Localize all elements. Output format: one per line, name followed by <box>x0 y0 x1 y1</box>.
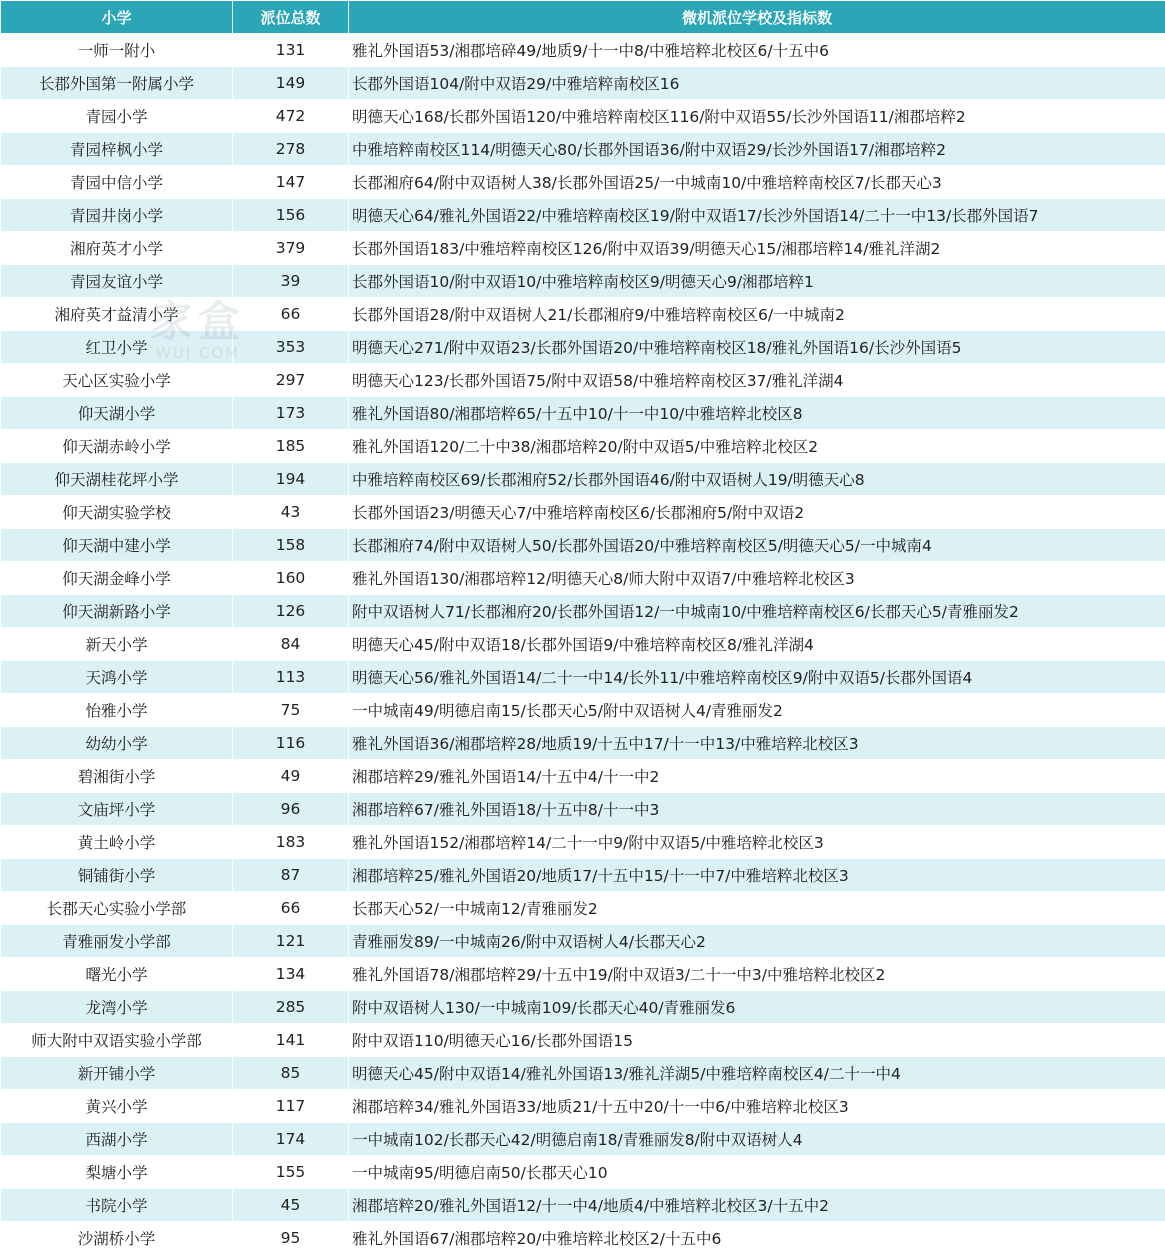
table-row <box>1 1156 1165 1189</box>
allocation-detail-cell: 附中双语树人130/一中城南109/长郡天心40/青雅丽发6 <box>349 991 1165 1024</box>
allocation-detail-cell: 中雅培粹南校区114/明德天心80/长郡外国语36/附中双语29/长沙外国语17/湘郡培粹2 <box>349 133 1165 166</box>
allocation-detail-cell: 一中城南95/明德启南50/长郡天心10 <box>349 1156 1165 1189</box>
table-row <box>1 199 1165 232</box>
allocation-total-cell: 183 <box>233 826 349 859</box>
table-row <box>1 562 1165 595</box>
allocation-total-cell: 45 <box>233 1189 349 1222</box>
allocation-total-cell: 43 <box>233 496 349 529</box>
allocation-detail-cell: 长郡外国语28/附中双语树人21/长郡湘府9/中雅培粹南校区6/一中城南2 <box>349 298 1165 331</box>
school-name-cell: 仰天湖桂花坪小学 <box>1 463 233 496</box>
allocation-detail-cell: 一中城南49/明德启南15/长郡天心5/附中双语树人4/青雅丽发2 <box>349 694 1165 727</box>
table-row <box>1 430 1165 463</box>
allocation-detail-cell: 湘郡培粹25/雅礼外国语20/地质17/十五中15/十一中7/中雅培粹北校区3 <box>349 859 1165 892</box>
table-row <box>1 628 1165 661</box>
school-name-cell: 青园梓枫小学 <box>1 133 233 166</box>
allocation-detail-cell: 湘郡培粹67/雅礼外国语18/十五中8/十一中3 <box>349 793 1165 826</box>
table-row <box>1 496 1165 529</box>
allocation-detail-cell: 长郡天心52/一中城南12/青雅丽发2 <box>349 892 1165 925</box>
allocation-total-cell: 87 <box>233 859 349 892</box>
allocation-total-cell: 173 <box>233 397 349 430</box>
allocation-total-cell: 116 <box>233 727 349 760</box>
school-name-cell: 碧湘街小学 <box>1 760 233 793</box>
table-row <box>1 826 1165 859</box>
table-row <box>1 694 1165 727</box>
allocation-detail-cell: 雅礼外国语36/湘郡培粹28/地质19/十五中17/十一中13/中雅培粹北校区3 <box>349 727 1165 760</box>
table-row <box>1 397 1165 430</box>
allocation-detail-cell: 湘郡培粹20/雅礼外国语12/十一中4/地质4/中雅培粹北校区3/十五中2 <box>349 1189 1165 1222</box>
school-name-cell: 仰天湖小学 <box>1 397 233 430</box>
table-row <box>1 133 1165 166</box>
header-total: 派位总数 <box>233 1 349 34</box>
table-row <box>1 166 1165 199</box>
school-name-cell: 青园中信小学 <box>1 166 233 199</box>
allocation-total-cell: 379 <box>233 232 349 265</box>
allocation-detail-cell: 明德天心168/长郡外国语120/中雅培粹南校区116/附中双语55/长沙外国语11/湘郡培粹2 <box>349 100 1165 133</box>
allocation-total-cell: 472 <box>233 100 349 133</box>
school-name-cell: 长郡天心实验小学部 <box>1 892 233 925</box>
table-row <box>1 1123 1165 1156</box>
table-row <box>1 1090 1165 1123</box>
header-school: 小学 <box>1 1 233 34</box>
school-name-cell: 青园友谊小学 <box>1 265 233 298</box>
school-name-cell: 梨塘小学 <box>1 1156 233 1189</box>
school-name-cell: 曙光小学 <box>1 958 233 991</box>
allocation-total-cell: 85 <box>233 1057 349 1090</box>
allocation-total-cell: 117 <box>233 1090 349 1123</box>
allocation-detail-cell: 长郡外国语183/中雅培粹南校区126/附中双语39/明德天心15/湘郡培粹14/雅礼洋湖2 <box>349 232 1165 265</box>
header-row <box>1 1 1165 34</box>
allocation-detail-cell: 雅礼外国语53/湘郡培碎49/地质9/十一中8/中雅培粹北校区6/十五中6 <box>349 34 1165 67</box>
allocation-total-cell: 66 <box>233 298 349 331</box>
table-row <box>1 925 1165 958</box>
allocation-detail-cell: 明德天心64/雅礼外国语22/中雅培粹南校区19/附中双语17/长沙外国语14/二十一中13/长郡外国语7 <box>349 199 1165 232</box>
table-row <box>1 727 1165 760</box>
table-row <box>1 298 1165 331</box>
school-name-cell: 文庙坪小学 <box>1 793 233 826</box>
table-row <box>1 331 1165 364</box>
school-name-cell: 书院小学 <box>1 1189 233 1222</box>
school-name-cell: 铜铺街小学 <box>1 859 233 892</box>
school-name-cell: 师大附中双语实验小学部 <box>1 1024 233 1057</box>
school-name-cell: 新开铺小学 <box>1 1057 233 1090</box>
allocation-total-cell: 149 <box>233 67 349 100</box>
allocation-total-cell: 160 <box>233 562 349 595</box>
table-row <box>1 529 1165 562</box>
allocation-total-cell: 66 <box>233 892 349 925</box>
allocation-detail-cell: 雅礼外国语152/湘郡培粹14/二十一中9/附中双语5/中雅培粹北校区3 <box>349 826 1165 859</box>
allocation-detail-cell: 附中双语110/明德天心16/长郡外国语15 <box>349 1024 1165 1057</box>
allocation-total-cell: 84 <box>233 628 349 661</box>
school-name-cell: 黄土岭小学 <box>1 826 233 859</box>
allocation-detail-cell: 雅礼外国语120/二十中38/湘郡培粹20/附中双语5/中雅培粹北校区2 <box>349 430 1165 463</box>
table-row <box>1 265 1165 298</box>
allocation-total-cell: 155 <box>233 1156 349 1189</box>
school-name-cell: 湘府英才小学 <box>1 232 233 265</box>
school-name-cell: 仰天湖金峰小学 <box>1 562 233 595</box>
table-row <box>1 364 1165 397</box>
school-name-cell: 天心区实验小学 <box>1 364 233 397</box>
allocation-detail-cell: 雅礼外国语78/湘郡培粹29/十五中19/附中双语3/二十一中3/中雅培粹北校区2 <box>349 958 1165 991</box>
table-row <box>1 892 1165 925</box>
allocation-total-cell: 141 <box>233 1024 349 1057</box>
allocation-detail-cell: 长郡湘府64/附中双语树人38/长郡外国语25/一中城南10/中雅培粹南校区7/长郡天心3 <box>349 166 1165 199</box>
allocation-detail-cell: 长郡外国语104/附中双语29/中雅培粹南校区16 <box>349 67 1165 100</box>
table-row <box>1 463 1165 496</box>
allocation-detail-cell: 长郡外国语10/附中双语10/中雅培粹南校区9/明德天心9/湘郡培粹1 <box>349 265 1165 298</box>
school-name-cell: 沙湖桥小学 <box>1 1222 233 1255</box>
allocation-total-cell: 95 <box>233 1222 349 1255</box>
allocation-detail-cell: 长郡外国语23/明德天心7/中雅培粹南校区6/长郡湘府5/附中双语2 <box>349 496 1165 529</box>
table-row <box>1 232 1165 265</box>
allocation-detail-cell: 明德天心45/附中双语18/长郡外国语9/中雅培粹南校区8/雅礼洋湖4 <box>349 628 1165 661</box>
table-row <box>1 1222 1165 1255</box>
school-name-cell: 青雅丽发小学部 <box>1 925 233 958</box>
allocation-detail-cell: 附中双语树人71/长郡湘府20/长郡外国语12/一中城南10/中雅培粹南校区6/长郡天心5/青雅丽发2 <box>349 595 1165 628</box>
allocation-total-cell: 49 <box>233 760 349 793</box>
allocation-detail-cell: 明德天心56/雅礼外国语14/二十一中14/长外11/中雅培粹南校区9/附中双语5/长郡外国语4 <box>349 661 1165 694</box>
school-name-cell: 红卫小学 <box>1 331 233 364</box>
allocation-total-cell: 126 <box>233 595 349 628</box>
school-name-cell: 龙湾小学 <box>1 991 233 1024</box>
allocation-total-cell: 134 <box>233 958 349 991</box>
allocation-detail-cell: 青雅丽发89/一中城南26/附中双语树人4/长郡天心2 <box>349 925 1165 958</box>
allocation-total-cell: 353 <box>233 331 349 364</box>
table-row <box>1 67 1165 100</box>
table-row <box>1 1189 1165 1222</box>
allocation-detail-cell: 一中城南102/长郡天心42/明德启南18/青雅丽发8/附中双语树人4 <box>349 1123 1165 1156</box>
allocation-detail-cell: 长郡湘府74/附中双语树人50/长郡外国语20/中雅培粹南校区5/明德天心5/一中城南4 <box>349 529 1165 562</box>
allocation-total-cell: 39 <box>233 265 349 298</box>
school-name-cell: 西湖小学 <box>1 1123 233 1156</box>
table-row <box>1 1024 1165 1057</box>
school-name-cell: 天鸿小学 <box>1 661 233 694</box>
allocation-total-cell: 285 <box>233 991 349 1024</box>
allocation-total-cell: 96 <box>233 793 349 826</box>
allocation-total-cell: 158 <box>233 529 349 562</box>
allocation-total-cell: 147 <box>233 166 349 199</box>
school-name-cell: 黄兴小学 <box>1 1090 233 1123</box>
school-name-cell: 怡雅小学 <box>1 694 233 727</box>
allocation-total-cell: 113 <box>233 661 349 694</box>
allocation-total-cell: 121 <box>233 925 349 958</box>
allocation-total-cell: 185 <box>233 430 349 463</box>
allocation-total-cell: 131 <box>233 34 349 67</box>
school-name-cell: 仰天湖赤岭小学 <box>1 430 233 463</box>
school-name-cell: 仰天湖新路小学 <box>1 595 233 628</box>
school-name-cell: 幼幼小学 <box>1 727 233 760</box>
table-row <box>1 34 1165 67</box>
school-name-cell: 一师一附小 <box>1 34 233 67</box>
table-row <box>1 793 1165 826</box>
allocation-detail-cell: 雅礼外国语80/湘郡培粹65/十五中10/十一中10/中雅培粹北校区8 <box>349 397 1165 430</box>
header-detail: 微机派位学校及指标数 <box>349 1 1165 34</box>
allocation-detail-cell: 雅礼外国语130/湘郡培粹12/明德天心8/师大附中双语7/中雅培粹北校区3 <box>349 562 1165 595</box>
table-row <box>1 661 1165 694</box>
table-row <box>1 958 1165 991</box>
table-row <box>1 760 1165 793</box>
table-row <box>1 1057 1165 1090</box>
school-name-cell: 湘府英才益清小学 <box>1 298 233 331</box>
allocation-detail-cell: 中雅培粹南校区69/长郡湘府52/长郡外国语46/附中双语树人19/明德天心8 <box>349 463 1165 496</box>
allocation-detail-cell: 雅礼外国语67/湘郡培粹20/中雅培粹北校区2/十五中6 <box>349 1222 1165 1255</box>
table-row <box>1 859 1165 892</box>
table-row <box>1 100 1165 133</box>
allocation-total-cell: 194 <box>233 463 349 496</box>
school-name-cell: 新天小学 <box>1 628 233 661</box>
school-name-cell: 仰天湖中建小学 <box>1 529 233 562</box>
school-name-cell: 青园小学 <box>1 100 233 133</box>
allocation-total-cell: 278 <box>233 133 349 166</box>
allocation-total-cell: 75 <box>233 694 349 727</box>
table-row <box>1 595 1165 628</box>
allocation-detail-cell: 明德天心123/长郡外国语75/附中双语58/中雅培粹南校区37/雅礼洋湖4 <box>349 364 1165 397</box>
school-name-cell: 仰天湖实验学校 <box>1 496 233 529</box>
allocation-detail-cell: 湘郡培粹34/雅礼外国语33/地质21/十五中20/十一中6/中雅培粹北校区3 <box>349 1090 1165 1123</box>
allocation-detail-cell: 湘郡培粹29/雅礼外国语14/十五中4/十一中2 <box>349 760 1165 793</box>
allocation-detail-cell: 明德天心271/附中双语23/长郡外国语20/中雅培粹南校区18/雅礼外国语16/长沙外国语5 <box>349 331 1165 364</box>
allocation-total-cell: 174 <box>233 1123 349 1156</box>
school-name-cell: 长郡外国第一附属小学 <box>1 67 233 100</box>
table-row <box>1 991 1165 1024</box>
allocation-total-cell: 156 <box>233 199 349 232</box>
allocation-detail-cell: 明德天心45/附中双语14/雅礼外国语13/雅礼洋湖5/中雅培粹南校区4/二十一中4 <box>349 1057 1165 1090</box>
school-name-cell: 青园井岗小学 <box>1 199 233 232</box>
allocation-total-cell: 297 <box>233 364 349 397</box>
